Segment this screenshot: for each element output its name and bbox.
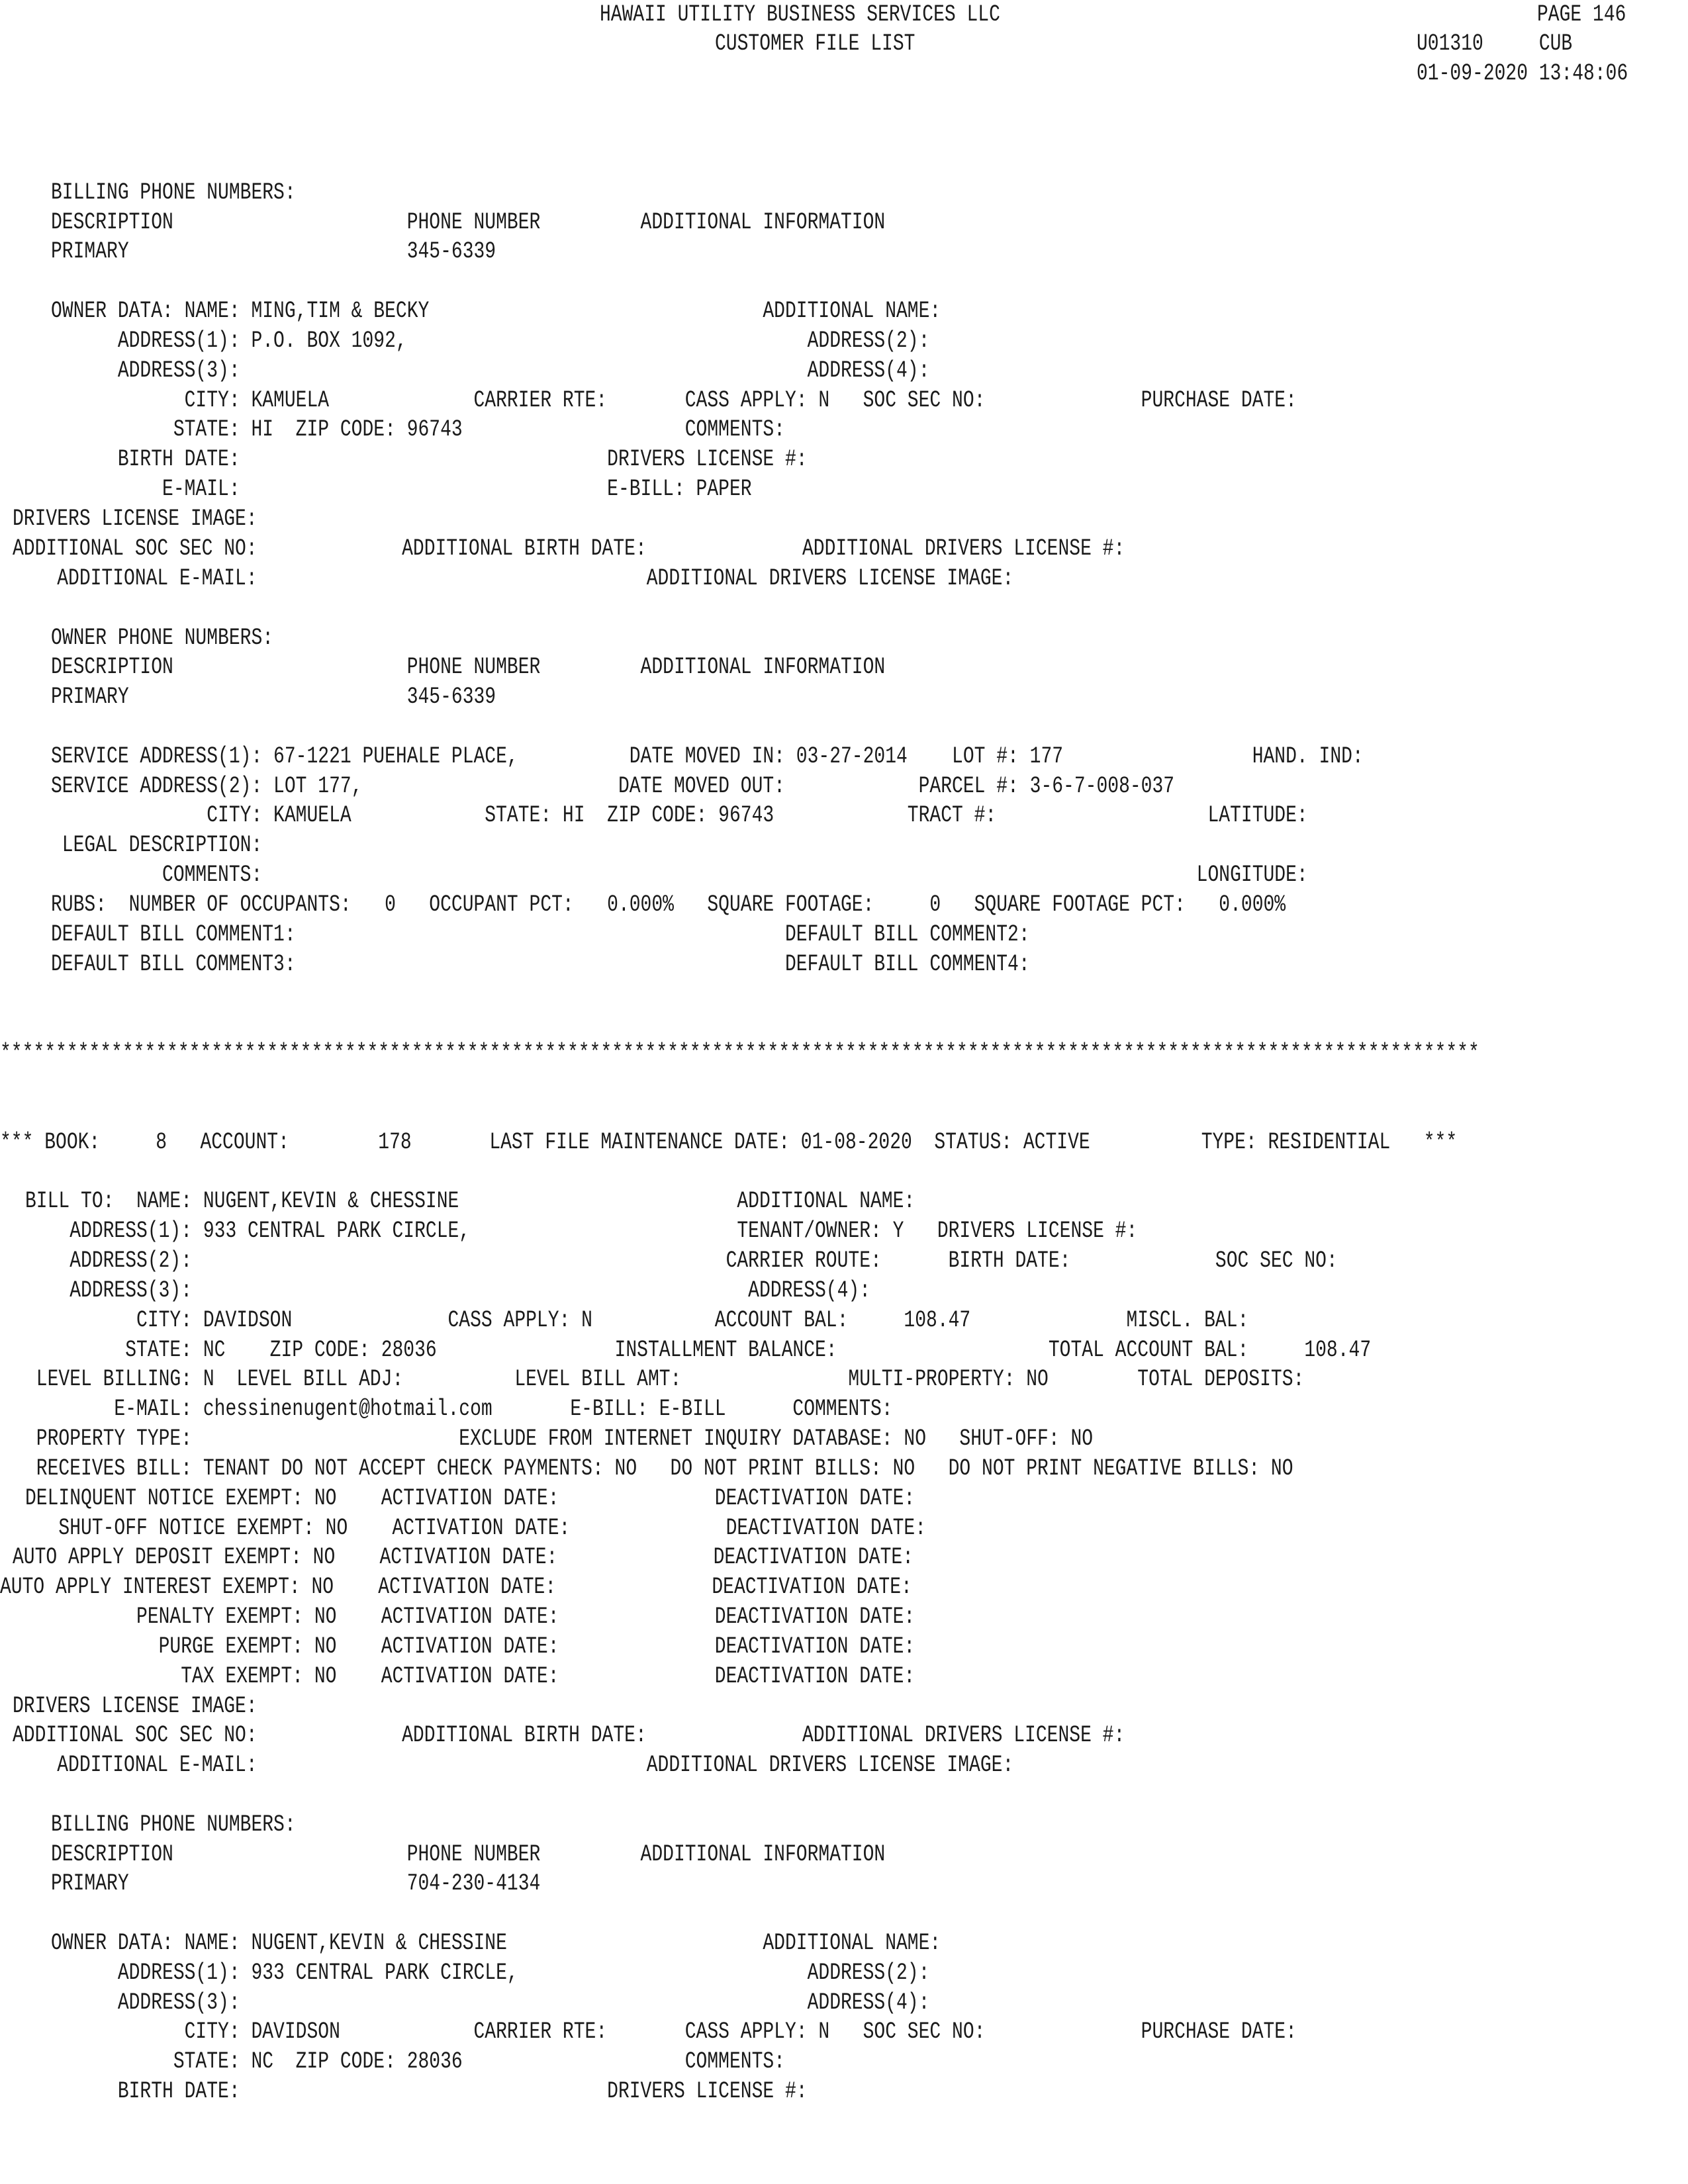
owner-line: OWNER DATA: NAME: NUGENT,KEVIN & CHESSINE ADDITIONAL NAME: [51,1930,941,1956]
owner-line: ADDRESS(1): P.O. BOX 1092, ADDRESS(2): [51,328,930,354]
billing-phone-row: PRIMARY 345-6339 [51,238,496,265]
service-line: CITY: KAMUELA STATE: HI ZIP CODE: 96743 TRACT #: LATITUDE: [51,802,1308,829]
billing-phones-heading: BILLING PHONE NUMBERS: [51,1811,296,1838]
billing-phones-columns: DESCRIPTION PHONE NUMBER ADDITIONAL INFORMATION [51,209,886,236]
additional-line: ADDITIONAL SOC SEC NO: ADDITIONAL BIRTH DATE: ADDITIONAL DRIVERS LICENSE #: [13,535,1125,562]
bill-to-line: BILL TO: NAME: NUGENT,KEVIN & CHESSINE ADDITIONAL NAME: [25,1188,915,1214]
record-separator: ************************************************************************************************************************************* [0,1040,1479,1066]
exemption-line: TAX EXEMPT: NO ACTIVATION DATE: DEACTIVATION DATE: [25,1663,915,1690]
service-line: COMMENTS: LONGITUDE: [51,862,1308,888]
billing-phone-row: PRIMARY 704-230-4134 [51,1870,541,1897]
company-name: HAWAII UTILITY BUSINESS SERVICES LLC [600,1,1000,28]
owner-line: CITY: KAMUELA CARRIER RTE: CASS APPLY: N SOC SEC NO: PURCHASE DATE: [51,387,1297,414]
exemption-line: DELINQUENT NOTICE EXEMPT: NO ACTIVATION DATE: DEACTIVATION DATE: [25,1485,915,1512]
service-line: LEGAL DESCRIPTION: [51,832,263,858]
owner-phones-heading: OWNER PHONE NUMBERS: [51,625,274,651]
owner-line: BIRTH DATE: DRIVERS LICENSE #: [51,2078,808,2105]
run-datetime: 01-09-2020 13:48:06 [1417,60,1628,87]
bill-comment-line: DEFAULT BILL COMMENT3: DEFAULT BILL COMMENT4: [51,951,1030,978]
bill-to-line: LEVEL BILLING: N LEVEL BILL ADJ: LEVEL BILL AMT: MULTI-PROPERTY: NO TOTAL DEPOSITS: [25,1366,1305,1392]
additional-line: ADDITIONAL SOC SEC NO: ADDITIONAL BIRTH DATE: ADDITIONAL DRIVERS LICENSE #: [13,1722,1125,1749]
exemption-line: AUTO APPLY DEPOSIT EXEMPT: NO ACTIVATION DATE: DEACTIVATION DATE: [13,1544,914,1570]
owner-line: OWNER DATA: NAME: MING,TIM & BECKY ADDITIONAL NAME: [51,298,941,324]
bill-to-line: ADDRESS(2): CARRIER ROUTE: BIRTH DATE: SOC SEC NO: [25,1248,1338,1274]
report-title: CUSTOMER FILE LIST [715,30,915,57]
owner-phone-row: PRIMARY 345-6339 [51,684,496,710]
bill-to-line: ADDRESS(3): ADDRESS(4): [25,1277,871,1304]
additional-line: ADDITIONAL E-MAIL: ADDITIONAL DRIVERS LICENSE IMAGE: [13,1752,1014,1778]
owner-line: ADDRESS(3): ADDRESS(4): [51,1989,930,2016]
owner-line: E-MAIL: E-BILL: PAPER [51,476,752,502]
owner-phones-columns: DESCRIPTION PHONE NUMBER ADDITIONAL INFORMATION [51,654,886,680]
rubs-line: RUBS: NUMBER OF OCCUPANTS: 0 OCCUPANT PCT: 0.000% SQUARE FOOTAGE: 0 SQUARE FOOTAGE PCT: 0.000% [51,891,1286,918]
exemption-line: SHUT-OFF NOTICE EXEMPT: NO ACTIVATION DATE: DEACTIVATION DATE: [25,1515,927,1541]
billing-phones-columns: DESCRIPTION PHONE NUMBER ADDITIONAL INFORMATION [51,1841,886,1868]
owner-line: STATE: HI ZIP CODE: 96743 COMMENTS: [51,416,785,443]
bill-to-line: ADDRESS(1): 933 CENTRAL PARK CIRCLE, TENANT/OWNER: Y DRIVERS LICENSE #: [25,1218,1138,1244]
additional-line: ADDITIONAL E-MAIL: ADDITIONAL DRIVERS LICENSE IMAGE: [13,565,1014,592]
bill-to-line: E-MAIL: chessinenugent@hotmail.com E-BILL: E-BILL COMMENTS: [25,1396,893,1422]
bill-to-line: RECEIVES BILL: TENANT DO NOT ACCEPT CHECK PAYMENTS: NO DO NOT PRINT BILLS: NO DO NOT PRINT NEGATIVE BILLS: NO [25,1455,1293,1482]
exemption-line: PENALTY EXEMPT: NO ACTIVATION DATE: DEACTIVATION DATE: [25,1604,915,1630]
account-banner: *** BOOK: 8 ACCOUNT: 178 LAST FILE MAINTENANCE DATE: 01-08-2020 STATUS: ACTIVE TYPE: RESIDENTIAL *** [0,1129,1458,1156]
owner-line: BIRTH DATE: DRIVERS LICENSE #: [51,446,808,473]
page-number: PAGE 146 [1537,1,1626,28]
bill-to-line: PROPERTY TYPE: EXCLUDE FROM INTERNET INQUIRY DATABASE: NO SHUT-OFF: NO [25,1426,1094,1452]
owner-line: ADDRESS(3): ADDRESS(4): [51,357,930,384]
report-code: U01310 CUB [1417,30,1573,57]
drivers-license-image: DRIVERS LICENSE IMAGE: [13,1693,258,1719]
bill-comment-line: DEFAULT BILL COMMENT1: DEFAULT BILL COMMENT2: [51,921,1030,948]
exemption-line: PURGE EXEMPT: NO ACTIVATION DATE: DEACTIVATION DATE: [25,1633,915,1660]
drivers-license-image: DRIVERS LICENSE IMAGE: [13,506,258,532]
billing-phones-heading: BILLING PHONE NUMBERS: [51,179,296,206]
service-line: SERVICE ADDRESS(1): 67-1221 PUEHALE PLACE, DATE MOVED IN: 03-27-2014 LOT #: 177 HAND. IND: [51,743,1364,770]
owner-line: STATE: NC ZIP CODE: 28036 COMMENTS: [51,2048,785,2075]
bill-to-line: STATE: NC ZIP CODE: 28036 INSTALLMENT BALANCE: TOTAL ACCOUNT BAL: 108.47 [25,1337,1372,1363]
bill-to-line: CITY: DAVIDSON CASS APPLY: N ACCOUNT BAL: 108.47 MISCL. BAL: [25,1307,1249,1334]
owner-line: ADDRESS(1): 933 CENTRAL PARK CIRCLE, ADDRESS(2): [51,1960,930,1986]
exemption-line: AUTO APPLY INTEREST EXEMPT: NO ACTIVATION DATE: DEACTIVATION DATE: [0,1574,912,1600]
owner-line: CITY: DAVIDSON CARRIER RTE: CASS APPLY: N SOC SEC NO: PURCHASE DATE: [51,2019,1297,2045]
service-line: SERVICE ADDRESS(2): LOT 177, DATE MOVED OUT: PARCEL #: 3-6-7-008-037 [51,773,1175,799]
